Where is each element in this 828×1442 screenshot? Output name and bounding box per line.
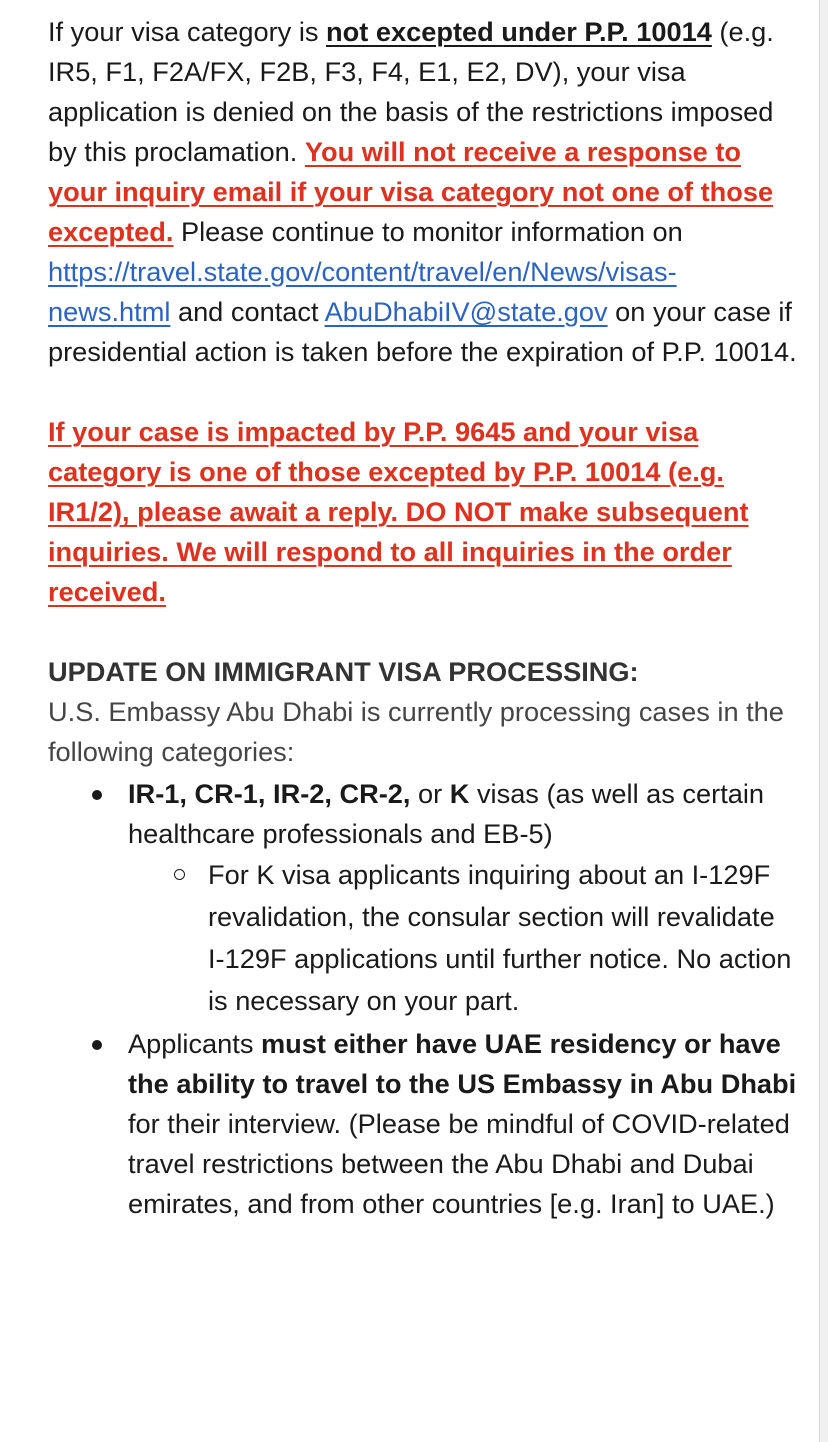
not-excepted-paragraph bbox=[48, 12, 798, 372]
update-intro: U.S. Embassy Abu Dhabi is currently processing cases in the following categories: bbox=[48, 696, 784, 767]
abu-dhabi-iv-email-link[interactable]: AbuDhabiIV@state.gov bbox=[324, 296, 608, 327]
text-span: Applicants bbox=[128, 1028, 261, 1059]
k-visa-bold: K bbox=[449, 778, 470, 809]
list-item bbox=[128, 1024, 798, 1224]
sub-list bbox=[128, 854, 798, 1022]
text-span: If your visa category is bbox=[48, 16, 327, 47]
excepted-case-paragraph bbox=[48, 412, 798, 612]
travel-state-news-link[interactable]: https://travel.state.gov/content/travel/en/News/visas-news.html bbox=[48, 256, 677, 327]
scroll-edge bbox=[819, 0, 828, 1442]
residency-requirement-bold: must either have UAE residency or have the ability to travel to the US Embassy in Abu Dhabi bbox=[128, 1028, 797, 1099]
paragraph-spacer bbox=[48, 372, 798, 412]
bullet-icon bbox=[92, 790, 102, 800]
text-span: (e.g. IR5, F1, F2A/FX, F2B, F3, F4, E1, E2, DV), your visa application is denied on the basis of the restrictions imposed by this proclamation. bbox=[48, 16, 774, 167]
no-response-warning: You will not receive a response to your inquiry email if your visa category not one of those excepted. bbox=[48, 136, 774, 247]
not-excepted-emphasis: not excepted under P.P. 10014 bbox=[326, 16, 712, 47]
text-span: or bbox=[410, 778, 450, 809]
hollow-bullet-icon bbox=[174, 869, 185, 880]
k-visa-revalidation-text: For K visa applicants inquiring about an I-129F revalidation, the consular section will revalidate I-129F applications until further notice. No action is necessary on your part. bbox=[208, 859, 792, 1016]
text-span: Please continue to monitor information on bbox=[173, 216, 683, 247]
await-reply-warning: If your case is impacted by P.P. 9645 and your visa category is one of those excepted by P.P. 10014 (e.g. IR1/2), please await a reply. DO NOT make subsequent inquiries. We will respond to all inquiries in the order received. bbox=[48, 416, 749, 607]
paragraph-spacer bbox=[48, 612, 798, 652]
list-item bbox=[128, 774, 798, 1022]
text-span: for their interview. (Please be mindful of COVID-related travel restrictions between the Abu Dhabi and Dubai emirates, and from other countries [e.g. Iran] to UAE.) bbox=[128, 1108, 790, 1219]
visa-types-bold: IR-1, CR-1, IR-2, CR-2, bbox=[128, 778, 411, 809]
bullet-icon bbox=[92, 1040, 102, 1050]
text-span: visas (as well as certain healthcare professionals and EB-5) bbox=[128, 778, 765, 849]
update-heading: UPDATE ON IMMIGRANT VISA PROCESSING: bbox=[48, 656, 639, 687]
sub-list-item bbox=[208, 854, 798, 1022]
text-span: on your case if presidential action is taken before the expiration of P.P. 10014. bbox=[48, 296, 797, 367]
category-list bbox=[48, 774, 798, 1224]
text-span: and contact bbox=[170, 296, 325, 327]
